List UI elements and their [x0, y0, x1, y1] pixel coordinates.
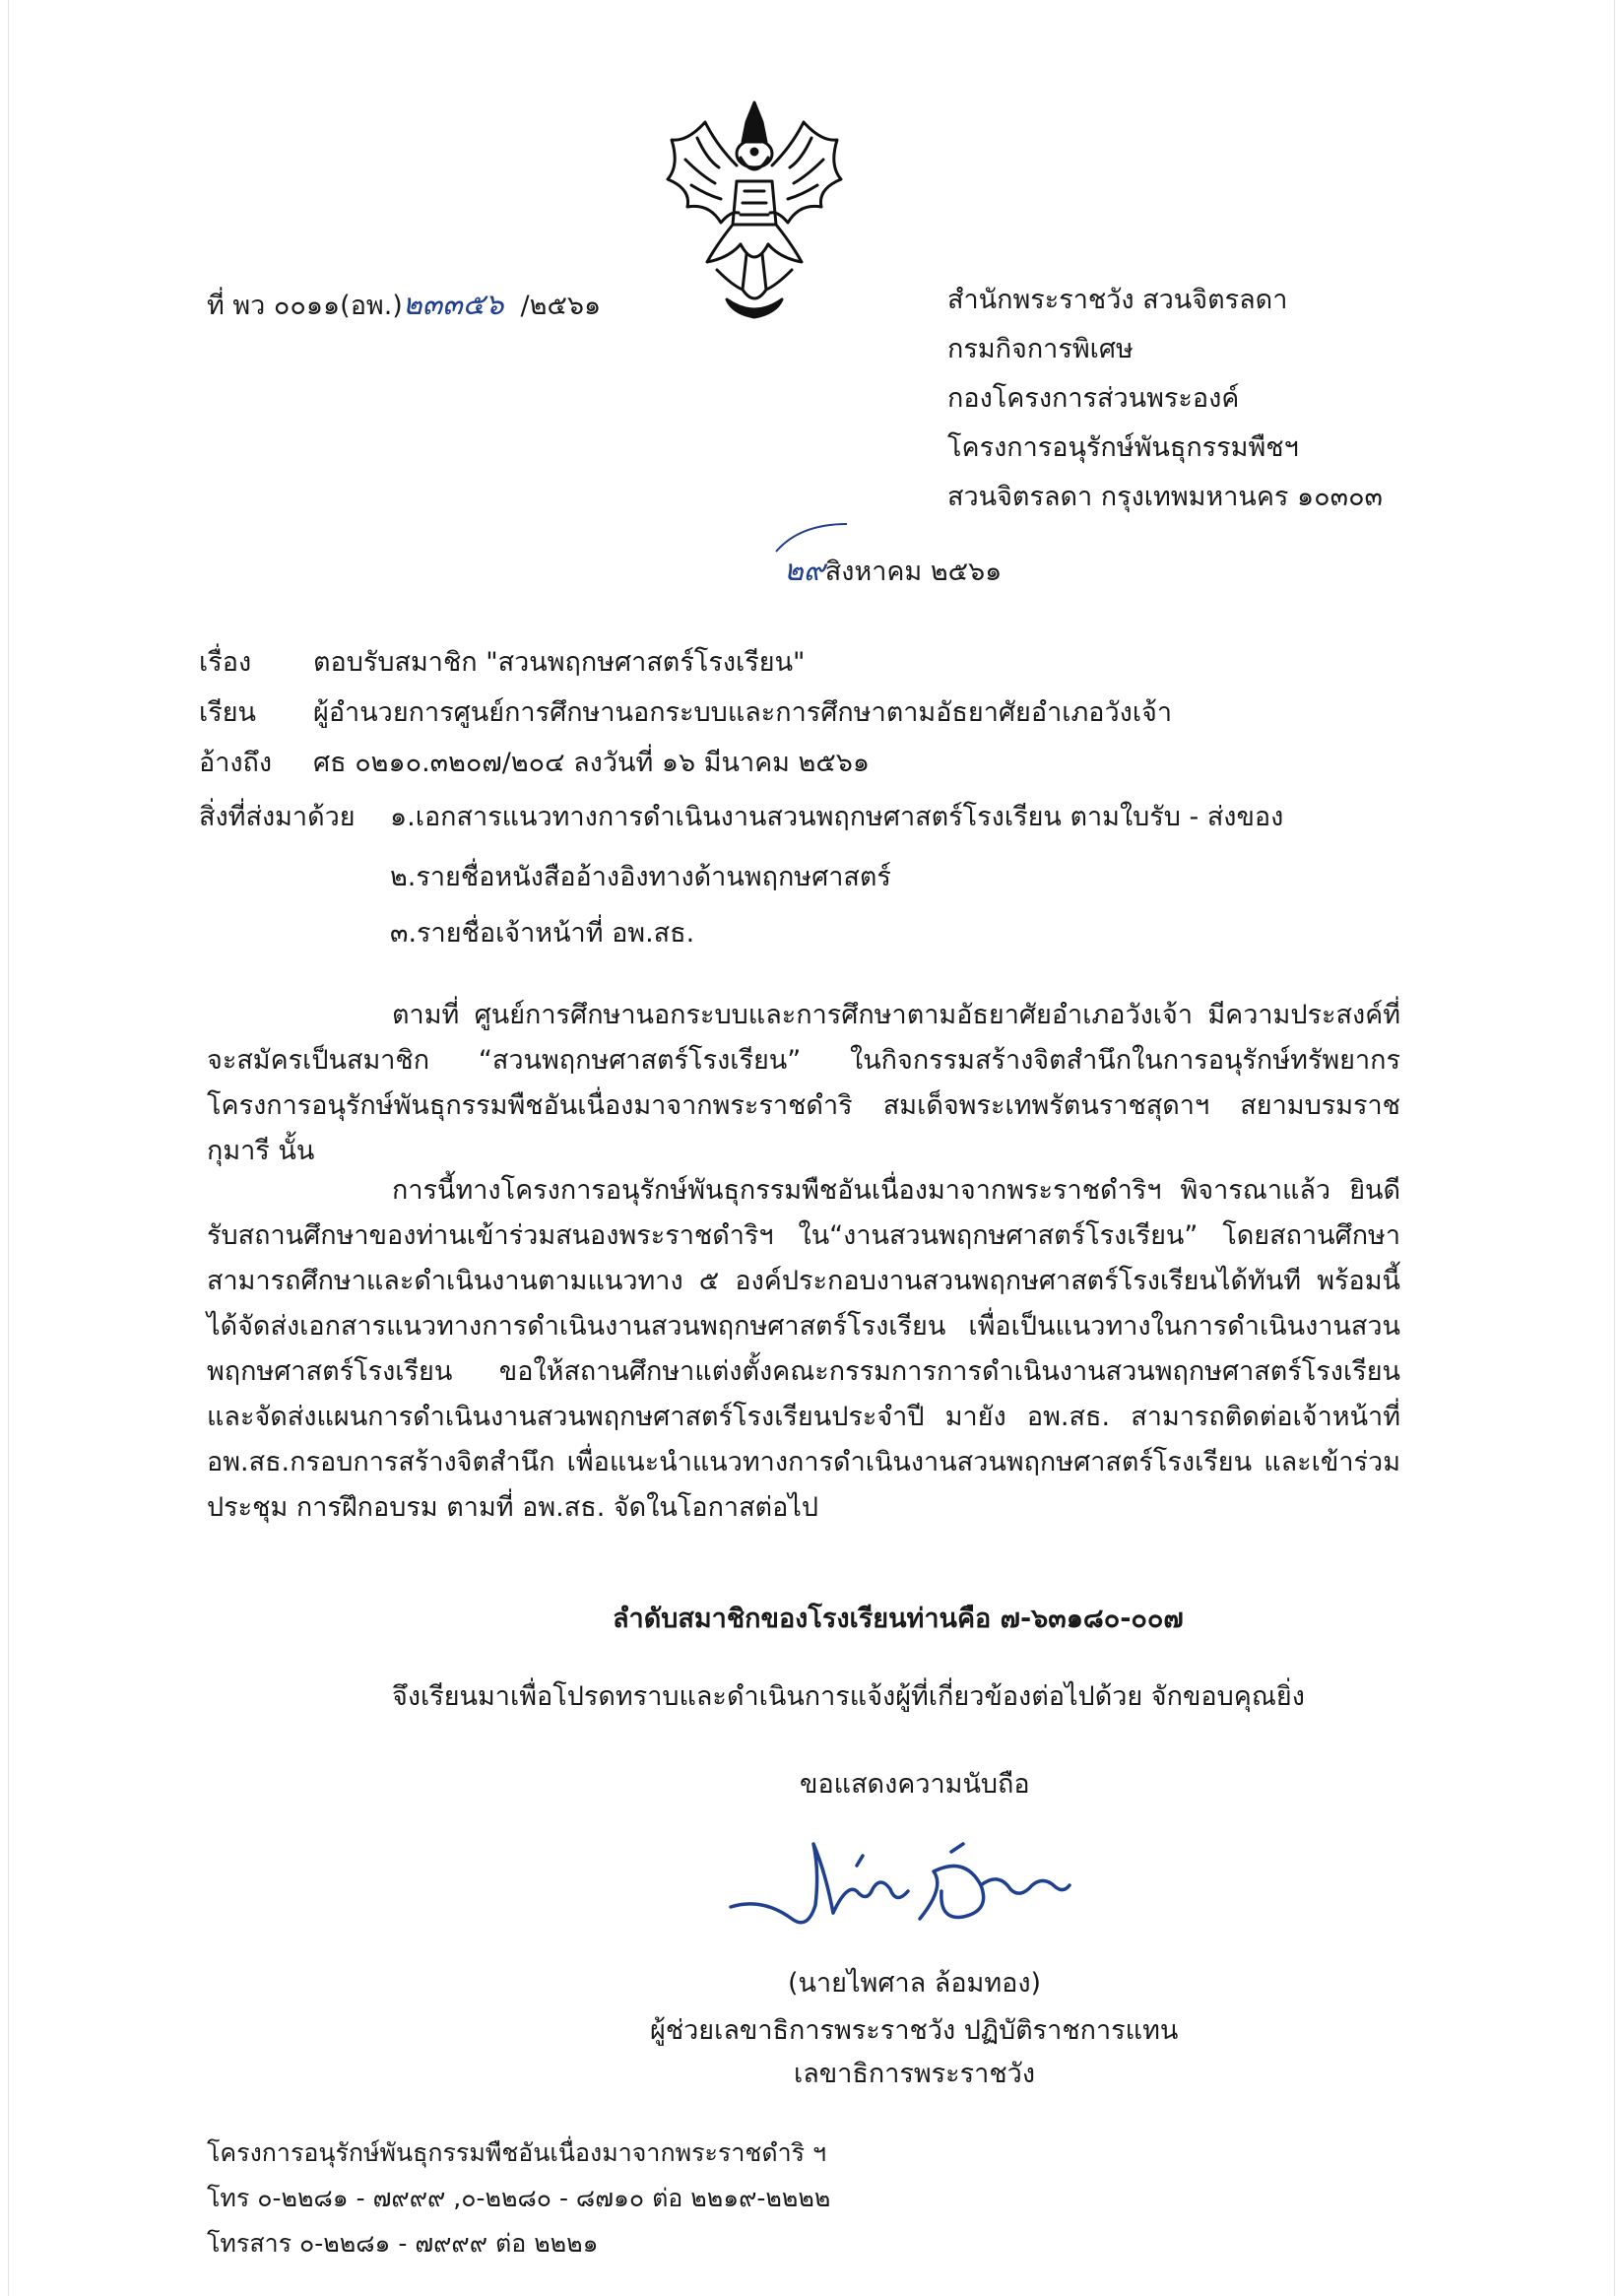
signatory-title-2: เลขาธิการพระราชวัง [794, 2059, 1036, 2089]
handwritten-signature-icon [723, 1832, 1077, 1940]
subject-label: เรื่อง [199, 647, 252, 678]
org-address-block [947, 276, 1383, 522]
reference-number [207, 288, 601, 324]
garuda-emblem-icon [658, 97, 851, 321]
reference-label: อ้างถึง [199, 748, 273, 778]
footer-org: โครงการอนุรักษ์พันธุกรรมพืชอันเนื่องมาจากพระราชดำริ ฯ [207, 2138, 827, 2167]
reference-prefix: ที่ พว ๐๐๑๑(อพ.) [207, 291, 403, 321]
signatory-title-1: ผู้ช่วยเลขาธิการพระราชวัง ปฏิบัติราชการแทน [650, 2015, 1179, 2046]
scan-edge-right [1614, 0, 1615, 2296]
enclosures-label: สิ่งที่ส่งมาด้วย [199, 802, 356, 832]
to-label: เรียน [199, 697, 257, 728]
letter-date [784, 554, 1002, 590]
org-line: กองโครงการส่วนพระองค์ [947, 383, 1240, 414]
org-line: กรมกิจการพิเศษ [947, 334, 1134, 364]
reference-year: /๒๕๖๑ [520, 291, 602, 321]
body-paragraph-1: ตามที่ ศูนย์การศึกษานอกระบบและการศึกษาตามอัธยาศัยอำเภอวังเจ้า มีความประสงค์ที่จะสมัครเป็นสมาชิก “สวนพฤกษศาสตร์โรงเรียน” ในกิจกรรมสร้างจิตสำนึกในการอนุรักษ์ทรัพยากร โครงการอนุรักษ์พันธุกรรมพืชอันเนื่องมาจากพระราชดำริ สมเด็จพระเทพรัตนราชสุดาฯ สยามบรมราชกุมารี นั้น [207, 1000, 1400, 1166]
salutation: ขอแสดงความนับถือ [800, 1769, 1030, 1800]
signatory-name: (นายไพศาล ล้อมทอง) [788, 1968, 1042, 1999]
enclosure-item: ๓.รายชื่อเจ้าหน้าที่ อพ.สธ. [390, 918, 695, 949]
subject-value: ตอบรับสมาชิก "สวนพฤกษศาสตร์โรงเรียน" [313, 647, 806, 678]
date-handwritten-day: ๒๙ [784, 554, 825, 588]
to-value: ผู้อำนวยการศูนย์การศึกษานอกระบบและการศึกษาตามอัธยาศัยอำเภอวังเจ้า [313, 697, 1173, 728]
scan-edge-left [8, 0, 9, 2296]
body-paragraph-2: การนี้ทางโครงการอนุรักษ์พันธุกรรมพืชอันเนื่องมาจากพระราชดำริฯ พิจารณาแล้ว ยินดีรับสถานศึกษาของท่านเข้าร่วมสนองพระราชดำริฯ ใน“งานสวนพฤกษศาสตร์โรงเรียน” โดยสถานศึกษาสามารถศึกษาและดำเนินงานตามแนวทาง ๕ องค์ประกอบงานสวนพฤกษศาสตร์โรงเรียนได้ทันที พร้อมนี้ได้จัดส่งเอกสารแนวทางการดำเนินงานสวนพฤกษศาสตร์โรงเรียน เพื่อเป็นแนวทางในการดำเนินงานสวนพฤกษศาสตร์โรงเรียน ขอให้สถานศึกษาแต่งตั้งคณะกรรมการการดำเนินงานสวนพฤกษศาสตร์โรงเรียน และจัดส่งแผนการดำเนินงานสวนพฤกษศาสตร์โรงเรียนประจำปี มายัง อพ.สธ. สามารถติดต่อเจ้าหน้าที่ อพ.สธ.กรอบการสร้างจิตสำนึก เพื่อแนะนำแนวทางการดำเนินงานสวนพฤกษศาสตร์โรงเรียน และเข้าร่วมประชุม การฝึกอบรม ตามที่ อพ.สธ. จัดในโอกาสต่อไป [207, 1175, 1400, 1523]
reference-handwritten-number: ๒๓๓๕๖ [402, 288, 504, 322]
enclosure-item: ๒.รายชื่อหนังสืออ้างอิงทางด้านพฤกษศาสตร์ [390, 862, 891, 892]
date-month-year: สิงหาคม ๒๕๖๑ [824, 557, 1003, 587]
date-stroke-mark [770, 520, 849, 554]
org-line: สำนักพระราชวัง สวนจิตรลดา [947, 285, 1288, 315]
reference-value: ศธ ๐๒๑๐.๓๒๐๗/๒๐๔ ลงวันที่ ๑๖ มีนาคม ๒๕๖๑ [313, 748, 871, 778]
footer-phone: โทร ๐-๒๒๘๑ - ๗๙๙๙ ,๐-๒๒๘๐ - ๘๗๑๐ ต่อ ๒๒๑๙-๒๒๒๒ [207, 2184, 831, 2212]
org-line: โครงการอนุรักษ์พันธุกรรมพืชฯ [947, 432, 1299, 463]
footer-fax: โทรสาร ๐-๒๒๘๑ - ๗๙๙๙ ต่อ ๒๒๒๑ [207, 2229, 599, 2258]
closing-sentence: จึงเรียนมาเพื่อโปรดทราบและดำเนินการแจ้งผู้ที่เกี่ยวข้องต่อไปด้วย จักขอบคุณยิ่ง [392, 1681, 1305, 1712]
membership-number-line: ลำดับสมาชิกของโรงเรียนท่านคือ ๗-๖๓๑๘๐-๐๐๗ [613, 1604, 1184, 1634]
enclosure-item: ๑.เอกสารแนวทางการดำเนินงานสวนพฤกษศาสตร์โรงเรียน ตามใบรับ - ส่งของ [390, 802, 1284, 832]
org-line: สวนจิตรลดา กรุงเทพมหานคร ๑๐๓๐๓ [947, 482, 1384, 512]
